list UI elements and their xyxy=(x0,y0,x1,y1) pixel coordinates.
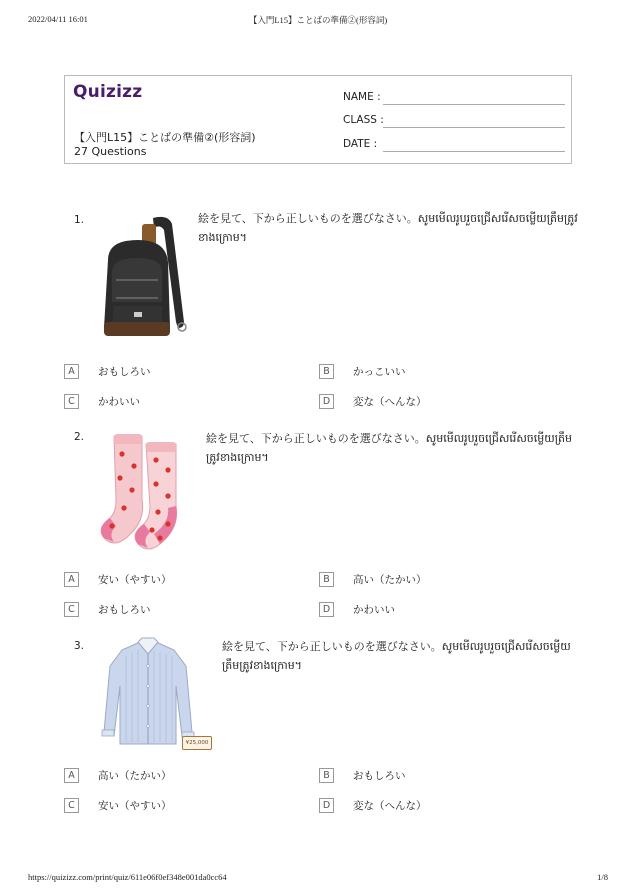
quiz-title: 【入門L15】ことばの準備②(形容詞) xyxy=(74,131,256,144)
option-text: 高い（たかい） xyxy=(98,770,172,782)
question-prompt: 絵を見て、下から正しいものを選びなさい。សូមមើលរូបរួចជ្រើសរើសចម្លើយត្រឹមត្រូវខាងក្រោម។ xyxy=(198,212,578,244)
question-number: 2. xyxy=(74,431,85,443)
date-line xyxy=(383,151,565,152)
socks-image xyxy=(98,430,198,556)
name-line xyxy=(383,104,565,105)
option-text: かわいい xyxy=(98,396,140,408)
question-count: 27 Questions xyxy=(74,145,147,158)
class-field xyxy=(343,114,384,126)
option-letter: A xyxy=(64,572,79,587)
option-letter: C xyxy=(64,394,79,409)
option-letter: C xyxy=(64,602,79,617)
page-number: 1/8 xyxy=(597,872,608,882)
option-text: 変な（へんな） xyxy=(353,396,427,408)
option-letter: B xyxy=(319,572,334,587)
price-tag: ¥25,000 xyxy=(182,736,212,750)
option-letter: D xyxy=(319,798,334,813)
option-text: かっこいい xyxy=(353,366,406,378)
quiz-header xyxy=(64,75,572,164)
class-label: CLASS : xyxy=(343,114,384,126)
question-prompt: 絵を見て、下から正しいものを選びなさい。សូមមើលរូបរួចជ្រើសរើសចម្លើយត្រឹមត្រូវខាងក្រោម។ xyxy=(206,432,572,464)
option-letter: D xyxy=(319,394,334,409)
option-text: 安い（やすい） xyxy=(98,574,172,586)
quizizz-logo: Quizizz xyxy=(73,82,143,102)
option-text: かわいい xyxy=(353,604,395,616)
option-letter: C xyxy=(64,798,79,813)
option-letter: D xyxy=(319,602,334,617)
name-field xyxy=(343,91,381,103)
question-number: 1. xyxy=(74,214,85,226)
option-letter: A xyxy=(64,364,79,379)
class-line xyxy=(383,127,565,128)
print-datetime: 2022/04/11 16:01 xyxy=(28,14,88,24)
option-text: 変な（へんな） xyxy=(353,800,427,812)
print-title: 【入門L15】ことばの準備②(形容詞) xyxy=(248,15,388,25)
option-text: 高い（たかい） xyxy=(353,574,427,586)
option-text: おもしろい xyxy=(353,770,406,782)
print-url: https://quizizz.com/print/quiz/611e06f0ef348e001da0cc64 xyxy=(28,872,227,882)
option-text: 安い（やすい） xyxy=(98,800,172,812)
date-field xyxy=(343,138,377,150)
option-letter: B xyxy=(319,768,334,783)
option-letter: A xyxy=(64,768,79,783)
backpack-image xyxy=(98,210,194,342)
question-number: 3. xyxy=(74,640,85,652)
name-label: NAME : xyxy=(343,91,381,103)
question-prompt: 絵を見て、下から正しいものを選びなさい。សូមមើលរូបរួចជ្រើសរើសចម្លើយត្រឹមត្រូវខាងក្រោម។ xyxy=(222,640,571,672)
shirt-image xyxy=(96,636,212,752)
date-label: DATE : xyxy=(343,138,378,150)
option-letter: B xyxy=(319,364,334,379)
option-text: おもしろい xyxy=(98,604,151,616)
option-text: おもしろい xyxy=(98,366,151,378)
